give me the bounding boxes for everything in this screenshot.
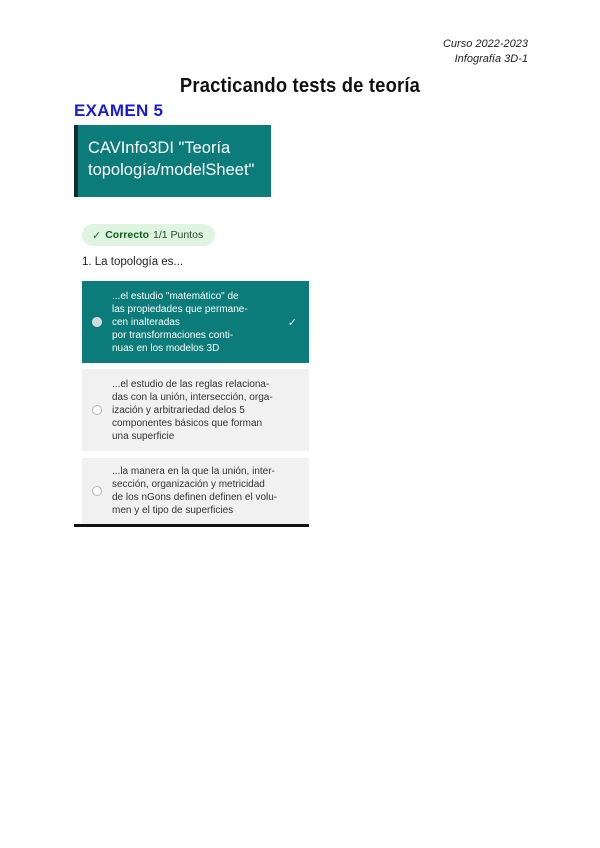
quiz-screenshot: [74, 125, 309, 528]
correct-check-icon: ✓: [287, 316, 297, 329]
course-year: Curso 2022-2023: [442, 38, 528, 50]
radio-empty-icon[interactable]: [92, 486, 102, 496]
page-title: Practicando tests de teoría: [179, 75, 421, 97]
score-status: Correcto: [105, 229, 149, 241]
score-badge: [82, 224, 215, 246]
answer-option-label: ...el estudio de las reglas relaciona- das con la unión, intersección, orga- ización y arbitrariedad delos 5 componentes básicos que forman una superficie: [112, 378, 273, 442]
answer-option-3[interactable]: [82, 458, 309, 524]
check-icon: ✓: [92, 229, 102, 242]
exam-label: EXAMEN 5: [74, 101, 164, 120]
question-text: 1. La topología es...: [82, 256, 184, 268]
bottom-divider: [74, 524, 309, 527]
course-header: [443, 37, 528, 67]
course-subject: Infografía 3D-1: [454, 53, 528, 65]
answer-option-label: ...el estudio "matemático" de las propiedades que permane- cen inalteradas por transformaciones conti- nuas en los modelos 3D: [112, 290, 248, 354]
answer-option-2[interactable]: [82, 369, 309, 451]
score-points: 1/1 Puntos: [152, 229, 204, 241]
quiz-banner-title: CAVInfo3DI "Teoría topología/modelSheet": [74, 125, 271, 197]
answer-option-1[interactable]: [82, 281, 309, 363]
radio-empty-icon[interactable]: [92, 405, 102, 415]
answer-option-label: ...la manera en la que la unión, inter- sección, organización y metricidad de los nGons definen definen el volu- men y el tipo de superficies: [112, 466, 278, 516]
radio-selected-icon[interactable]: [92, 317, 102, 327]
